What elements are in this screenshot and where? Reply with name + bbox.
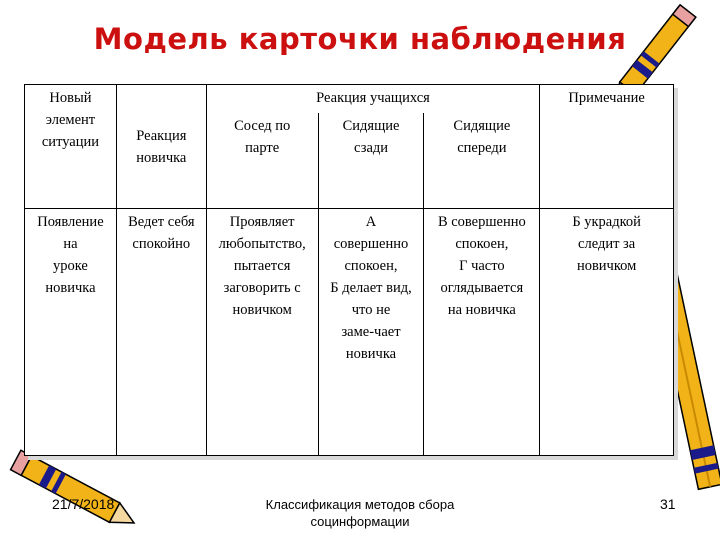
cell-behaves-calmly: Ведет себя спокойно xyxy=(116,209,206,456)
header-sitting-in-front: Сидящие спереди xyxy=(424,113,540,209)
page-number: 31 xyxy=(660,496,676,512)
cell-note: Б украдкой следит за новичком xyxy=(540,209,674,456)
cell-front-reaction: В совершенно спокоен, Г часто оглядывается на новичка xyxy=(424,209,540,456)
cell-neighbor-reaction: Проявляет любопытство, пытается заговорить с новичком xyxy=(206,209,318,456)
header-note: Примечание xyxy=(540,85,674,209)
cell-behind-reaction: А совершенно спокоен, Б делает вид, что не заме-чает новичка xyxy=(318,209,424,456)
footer-caption: Классификация методов сбора социнформации xyxy=(265,497,455,529)
footer-date: 21/7/2018 xyxy=(52,496,115,512)
observation-card-table xyxy=(24,84,674,456)
table-row xyxy=(25,209,674,456)
header-students-reaction: Реакция учащихся xyxy=(206,85,540,113)
cell-newcomer-appearance: Появление на уроке новичка xyxy=(25,209,117,456)
header-desk-neighbor: Сосед по парте xyxy=(206,113,318,209)
header-new-element: Новый элемент ситуации xyxy=(25,85,117,209)
header-newcomer-reaction: Реакция новичка xyxy=(116,85,206,209)
slide-title: Модель карточки наблюдения xyxy=(93,22,627,56)
header-sitting-behind: Сидящие сзади xyxy=(318,113,424,209)
